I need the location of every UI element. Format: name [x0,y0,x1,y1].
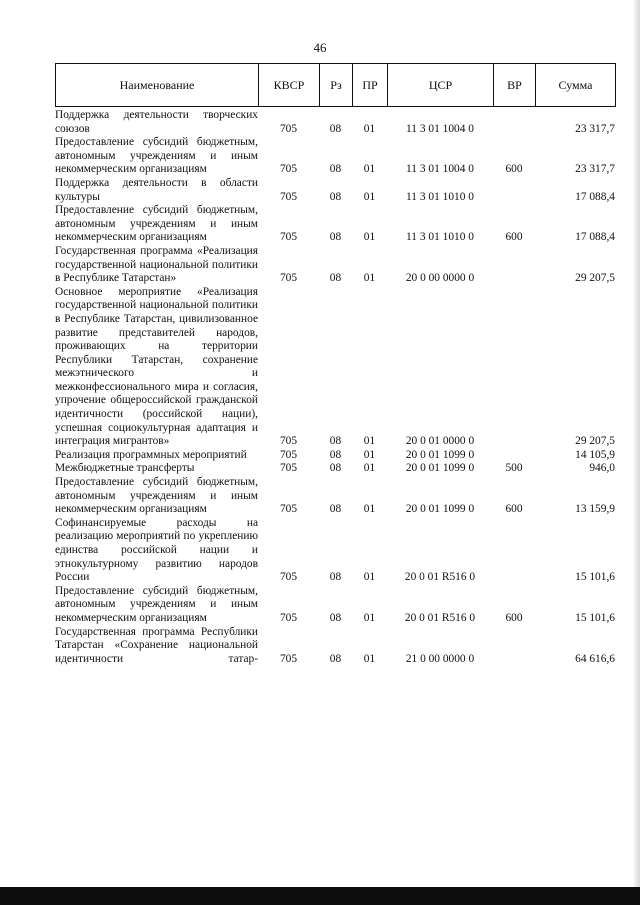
row-kvsr: 705 [279,435,298,448]
row-vr: 600 [505,611,523,624]
row-pr: 01 [363,231,376,244]
row-rz: 08 [329,190,342,203]
row-vr: 600 [505,231,523,244]
header-csr: ЦСР [388,64,494,107]
header-pr: ПР [353,64,388,107]
row-vr: 600 [505,163,523,176]
row-name: Поддержка деятельности творческих союзов [55,109,258,135]
row-csr: 11 3 01 1010 0 [406,190,474,203]
row-pr: 01 [363,122,376,135]
row-sum: 23 317,7 [575,122,615,135]
table-row [55,517,615,585]
table-row [55,476,615,517]
table-row [55,286,615,449]
header-name: Наименование [56,64,259,107]
row-name: Государственная программа Республики Татарстан «Сохранение национальной идентичности татар- [55,625,258,665]
row-kvsr: 705 [279,448,298,461]
table-row [55,449,615,463]
row-sum: 17 088,4 [575,190,615,203]
row-vr: 600 [505,503,523,516]
row-name: Реализация программных мероприятий [55,448,247,461]
header-sum: Сумма [536,64,616,107]
row-name: Софинансируемые расходы на реализацию мероприятий по укреплению единства российской нации и этнокультурному развитию народов России [55,516,258,584]
row-kvsr: 705 [279,163,298,176]
row-pr: 01 [363,652,376,665]
row-sum: 29 207,5 [575,272,615,285]
row-sum: 15 101,6 [575,571,615,584]
row-sum: 23 317,7 [575,163,615,176]
table-body [55,109,615,666]
row-csr: 11 3 01 1004 0 [406,163,474,176]
row-rz: 08 [329,272,342,285]
row-kvsr: 705 [279,190,298,203]
row-name: Межбюджетные трансферты [55,462,195,475]
row-csr: 11 3 01 1010 0 [406,231,474,244]
row-pr: 01 [363,571,376,584]
row-rz: 08 [329,611,342,624]
scan-edge-shadow [634,0,640,905]
header-kvsr: КВСР [259,64,320,107]
row-sum: 13 159,9 [575,503,615,516]
row-name: Предоставление субсидий бюджетным, автономным учреждениям и иным некоммерческим организациям [55,136,258,176]
row-vr: 500 [505,462,523,475]
row-kvsr: 705 [279,652,298,665]
row-rz: 08 [329,503,342,516]
row-csr: 21 0 00 0000 0 [405,652,475,665]
row-pr: 01 [363,503,376,516]
row-pr: 01 [363,190,376,203]
row-kvsr: 705 [279,611,298,624]
row-name: Предоставление субсидий бюджетным, автономным учреждениям и иным некоммерческим организациям [55,584,258,624]
row-kvsr: 705 [279,503,298,516]
row-pr: 01 [363,611,376,624]
row-rz: 08 [329,163,342,176]
row-csr: 20 0 00 0000 0 [405,272,475,285]
row-kvsr: 705 [279,231,298,244]
row-kvsr: 705 [279,571,298,584]
table-row [55,462,615,476]
row-pr: 01 [363,462,376,475]
row-csr: 20 0 01 1099 0 [405,448,475,461]
row-sum: 17 088,4 [575,231,615,244]
row-rz: 08 [329,231,342,244]
row-csr: 11 3 01 1004 0 [406,122,474,135]
row-pr: 01 [363,448,376,461]
table-row [55,626,615,667]
scan-bottom-band [0,887,640,905]
row-name: Предоставление субсидий бюджетным, автономным учреждениям и иным некоммерческим организациям [55,204,258,244]
row-csr: 20 0 01 R516 0 [404,611,476,624]
row-pr: 01 [363,272,376,285]
row-kvsr: 705 [279,122,298,135]
row-sum: 14 105,9 [575,448,615,461]
table-row [55,204,615,245]
table-row [55,109,615,136]
row-name: Предоставление субсидий бюджетным, автономным учреждениям и иным некоммерческим организациям [55,476,258,516]
row-sum: 64 616,6 [575,652,615,665]
table-header [55,63,616,107]
row-sum: 29 207,5 [575,435,615,448]
row-rz: 08 [329,122,342,135]
row-rz: 08 [329,462,342,475]
header-rz: Рз [320,64,353,107]
row-name: Поддержка деятельности в области культуры [55,176,258,203]
row-name: Основное мероприятие «Реализация государственной национальной политики в Республике Татарстан, цивилизованное развитие представителей народов, проживающих на территории Республики Татарстан, сохранение межэтнического и межконфессионального мира и согласия, упрочение общероссийской гражданской идентичности (российской нации), успешная социокультурная адаптация и интеграция мигрантов» [55,285,258,448]
table-row [55,585,615,626]
row-pr: 01 [363,163,376,176]
row-csr: 20 0 01 R516 0 [404,571,476,584]
row-rz: 08 [329,435,342,448]
row-rz: 08 [329,448,342,461]
row-sum: 15 101,6 [575,611,615,624]
row-csr: 20 0 01 1099 0 [405,503,475,516]
table-row [55,177,615,204]
row-kvsr: 705 [279,272,298,285]
table-row [55,245,615,286]
row-sum: 946,0 [589,462,615,475]
row-rz: 08 [329,571,342,584]
row-csr: 20 0 01 1099 0 [405,462,475,475]
row-pr: 01 [363,435,376,448]
row-csr: 20 0 01 0000 0 [405,435,475,448]
row-rz: 08 [329,652,342,665]
row-kvsr: 705 [279,462,298,475]
table-row [55,136,615,177]
page-number: 46 [313,40,327,55]
row-name: Государственная программа «Реализация государственной национальной политики в Республике Татарстан» [55,244,258,285]
header-vr: ВР [494,64,536,107]
